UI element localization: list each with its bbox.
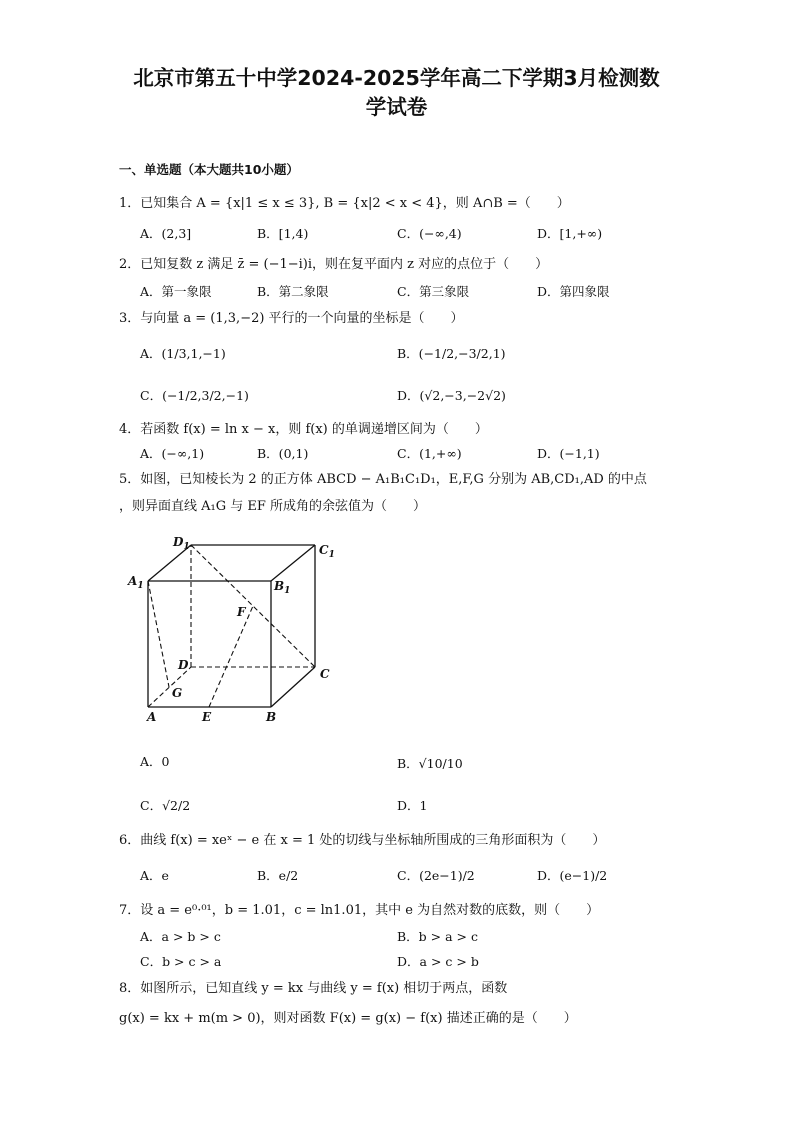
label-c: C [320, 667, 330, 681]
title-line-1: 北京市第五十中学2024-2025学年高二下学期3月检测数 [133, 66, 660, 90]
segment-d1-c [191, 545, 315, 667]
section-heading: 一、单选题（本大题共10小题） [119, 162, 299, 177]
q4-option-a: A．(−∞,1) [140, 446, 205, 461]
edge-b-c [271, 667, 315, 707]
question-5-text-line-2: ，则异面直线 A₁G 与 EF 所成角的余弦值为（ ） [119, 499, 427, 514]
q5-option-b: B．√10/10 [397, 756, 463, 771]
q6-option-d: D．(e−1)/2 [537, 868, 608, 883]
label-b: B [266, 710, 277, 724]
q1-option-b: B．[1,4) [257, 226, 309, 241]
q4-option-c: C．(1,+∞) [397, 446, 462, 461]
label-c1: $C_1$ [319, 543, 335, 560]
segment-e-f [209, 606, 253, 707]
q1-option-d: D．[1,+∞) [537, 226, 603, 241]
q3-option-a: A．(1/3,1,−1) [140, 346, 226, 361]
q6-option-c: C．(2e−1)/2 [397, 868, 475, 883]
q3-option-b: B．(−1/2,−3/2,1) [397, 346, 506, 361]
q7-option-b: B．b > a > c [397, 929, 478, 944]
q1-option-c: C．(−∞,4) [397, 226, 462, 241]
label-f: F [237, 605, 246, 619]
question-2-text: 2．已知复数 z 满足 z̄ = (−1−i)i，则在复平面内 z 对应的点位于（ ） [119, 257, 549, 272]
label-g: G [172, 686, 183, 700]
q4-option-b: B．(0,1) [257, 446, 309, 461]
q5-option-a: A．0 [140, 754, 170, 769]
question-8-text-line-1: 8．如图所示，已知直线 y = kx 与曲线 y = f(x) 相切于两点，函数 [119, 981, 508, 996]
q4-option-d: D．(−1,1) [537, 446, 600, 461]
q2-option-d: D．第四象限 [537, 284, 610, 299]
q3-option-d: D．(√2,−3,−2√2) [397, 388, 506, 403]
page-title [100, 64, 693, 122]
label-a1: $A_1$ [128, 574, 144, 591]
question-1-text: 1．已知集合 A = {x|1 ≤ x ≤ 3}, B = {x|2 < x < 4}，则 A∩B =（ ） [119, 196, 570, 211]
q2-option-c: C．第三象限 [397, 284, 470, 299]
question-7-text: 7．设 a = e⁰·⁰¹，b = 1.01，c = ln1.01，其中 e 为自然对数的底数，则（ ） [119, 903, 600, 918]
label-d1: $D_1$ [173, 535, 190, 552]
q7-option-d: D．a > c > b [397, 954, 479, 969]
label-a: A [147, 710, 157, 724]
q6-option-b: B．e/2 [257, 868, 299, 883]
q5-option-c: C．√2/2 [140, 798, 191, 813]
q6-option-a: A．e [140, 868, 169, 883]
label-d: D [178, 658, 189, 672]
question-5-text-line-1: 5．如图，已知棱长为 2 的正方体 ABCD − A₁B₁C₁D₁，E,F,G 分别为 AB,CD₁,AD 的中点 [119, 472, 647, 487]
q1-option-a: A．(2,3] [140, 226, 192, 241]
cube-figure [118, 528, 348, 728]
question-8-text-line-2: g(x) = kx + m(m > 0)，则对函数 F(x) = g(x) − f(x) 描述正确的是（ ） [119, 1011, 577, 1026]
q2-option-a: A．第一象限 [140, 284, 212, 299]
question-4-text: 4．若函数 f(x) = ln x − x，则 f(x) 的单调递增区间为（ ） [119, 422, 488, 437]
hidden-edge-a-d [148, 667, 191, 707]
segment-a1-g [148, 581, 169, 687]
question-3-text: 3．与向量 a = (1,3,−2) 平行的一个向量的坐标是（ ） [119, 311, 464, 326]
label-e: E [202, 710, 212, 724]
q7-option-a: A．a > b > c [140, 929, 221, 944]
q3-option-c: C．(−1/2,3/2,−1) [140, 388, 249, 403]
title-line-2: 学试卷 [365, 95, 428, 119]
q7-option-c: C．b > c > a [140, 954, 222, 969]
q5-option-d: D．1 [397, 798, 428, 813]
question-6-text: 6．曲线 f(x) = xeˣ − e 在 x = 1 处的切线与坐标轴所围成的三角形面积为（ ） [119, 833, 606, 848]
label-b1: $B_1$ [274, 579, 291, 596]
q2-option-b: B．第二象限 [257, 284, 329, 299]
edge-b1-c1 [271, 545, 315, 581]
